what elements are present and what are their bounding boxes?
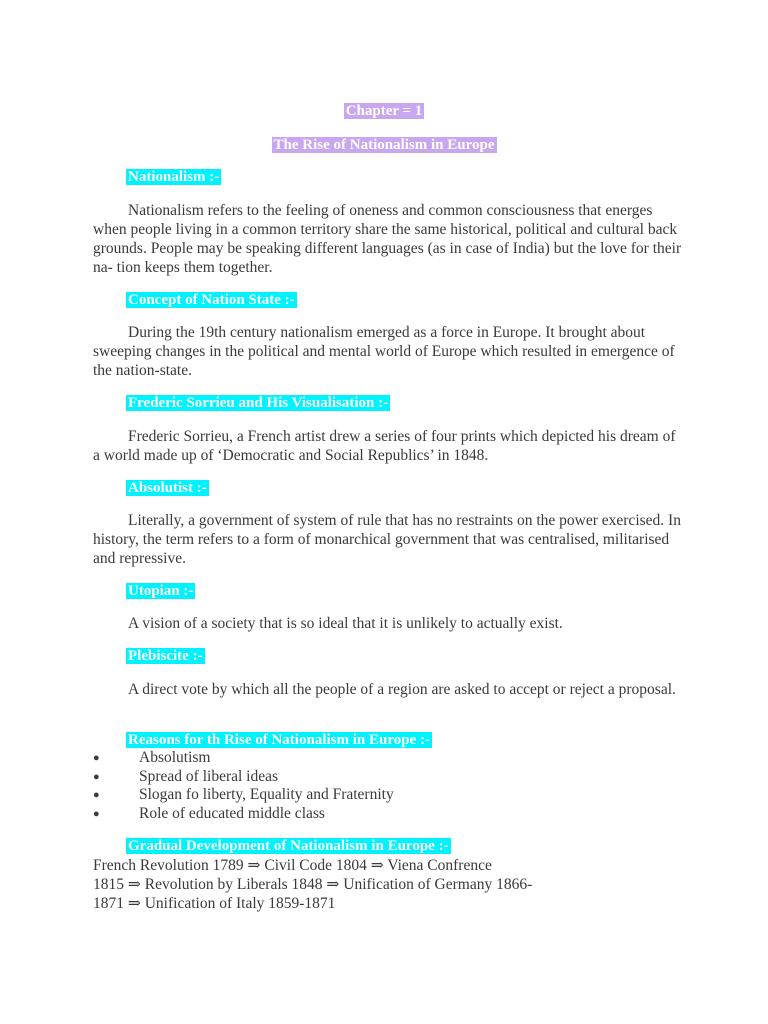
heading-utopian-label: Utopian :- xyxy=(128,583,194,599)
bullet-icon: ● xyxy=(93,752,100,764)
reasons-list xyxy=(93,749,653,823)
chapter-line xyxy=(0,102,768,120)
heading-absolutist xyxy=(126,479,209,497)
heading-absolutist-label: Absolutist :- xyxy=(128,480,207,496)
para-plebiscite xyxy=(93,680,683,699)
heading-gradual xyxy=(126,837,451,855)
list-item xyxy=(93,749,653,768)
heading-reasons-label: Reasons for th Rise of Nationalism in Europe :- xyxy=(128,732,430,748)
timeline-line: 1871 ⇒ Unification of Italy 1859-1871 xyxy=(93,895,336,912)
para-nation-state xyxy=(93,323,683,380)
bullet-icon: ● xyxy=(93,770,100,783)
heading-nation-state-label: Concept of Nation State :- xyxy=(128,292,295,308)
timeline-line: 1815 ⇒ Revolution by Liberals 1848 ⇒ Unification of Germany 1866- xyxy=(93,876,533,893)
para-sorrieu-text: Frederic Sorrieu, a French artist drew a series of four prints which depicted his dream of a world made up of ‘Democratic and Social Republics’ in 1848. xyxy=(93,428,676,464)
list-item xyxy=(93,768,653,787)
para-sorrieu xyxy=(93,427,683,465)
bullet-icon: ● xyxy=(93,789,100,801)
heading-plebiscite xyxy=(126,647,205,665)
para-nationalism xyxy=(93,201,683,277)
heading-nationalism xyxy=(126,168,221,186)
bullet-icon: ● xyxy=(93,807,100,820)
list-item-text: Slogan fo liberty, Equality and Fraternity xyxy=(139,786,394,803)
para-utopian xyxy=(93,614,683,633)
para-utopian-text: A vision of a society that is so ideal that it is unlikely to actually exist. xyxy=(128,615,563,632)
list-item-text: Role of educated middle class xyxy=(139,804,325,822)
heading-sorrieu-label: Frederic Sorrieu and His Visualisation :- xyxy=(128,395,389,411)
heading-reasons xyxy=(126,731,432,749)
list-item xyxy=(93,805,653,824)
heading-utopian xyxy=(126,582,195,600)
list-item-text: Spread of liberal ideas xyxy=(139,767,279,785)
timeline-line: French Revolution 1789 ⇒ Civil Code 1804 ⇒ Viena Confrence xyxy=(93,857,492,874)
heading-plebiscite-label: Plebiscite :- xyxy=(128,648,203,664)
para-nation-state-text: During the 19th century nationalism emerged as a force in Europe. It brought about sweeping changes in the political and mental world of Europe which resulted in emergence of the nation-state. xyxy=(93,324,675,379)
list-item xyxy=(93,786,653,805)
heading-sorrieu xyxy=(126,394,390,412)
heading-nationalism-label: Nationalism :- xyxy=(128,169,220,185)
para-absolutist xyxy=(93,511,683,568)
heading-gradual-label: Gradual Development of Nationalism in Europe :- xyxy=(128,838,449,854)
title-line xyxy=(0,136,768,154)
heading-nation-state xyxy=(126,291,297,309)
chapter-label: Chapter = 1 xyxy=(345,103,423,119)
para-plebiscite-text: A direct vote by which all the people of a region are asked to accept or reject a proposal. xyxy=(128,681,676,698)
gradual-timeline xyxy=(93,856,603,913)
para-nationalism-text: Nationalism refers to the feeling of oneness and common consciousness that energes when people living in a common territory share the same historical, political and cultural back grounds. People may be speaking different languages (as in case of India) but the love for their na- tion keeps them together. xyxy=(93,202,682,276)
list-item-text: Absolutism xyxy=(139,749,211,766)
page-title: The Rise of Nationalism in Europe xyxy=(273,137,495,153)
para-absolutist-text: Literally, a government of system of rule that has no restraints on the power exercised. In history, the term refers to a form of monarchical government that was centralised, militarised and repressive. xyxy=(93,512,681,567)
